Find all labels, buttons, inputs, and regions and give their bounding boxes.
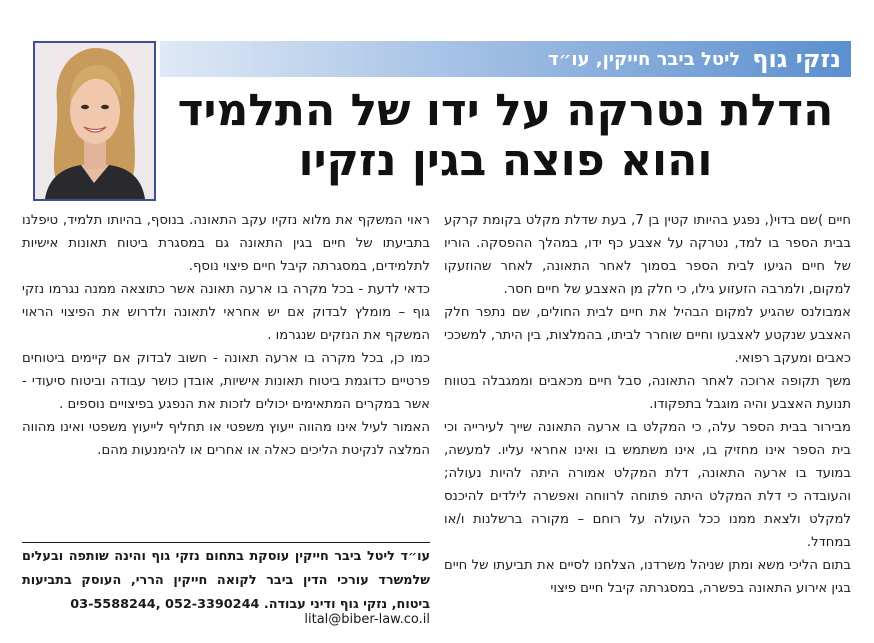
author-photo	[33, 41, 156, 201]
headline-line-2: והוא פוצה בגין נזקיו	[298, 135, 713, 186]
author-portrait-icon	[35, 43, 154, 199]
author-byline: ליטל ביבר חייקין, עו״ד	[548, 48, 741, 70]
article-headline	[160, 86, 851, 186]
paragraph: כמו כן, בכל מקרה בו ארעה תאונה - חשוב לבדוק אם קיימים ביטוחים פרטיים כדוגמת ביטוח תאונות אישיות, אובדן כושר עבודה וביטוח סיעודי - אשר במקרים המתאימים יכולים לזכות את הנפגע בפיצויים נוספים .	[22, 351, 430, 412]
paragraph: משך תקופה ארוכה לאחר התאונה, סבל חיים מכאבים וממגבלה בטווח תנועת האצבע והיה מוגבל בתפקודו.	[444, 374, 851, 412]
author-signoff: עו״ד ליטל ביבר חייקין עוסקת בתחום נזקי גוף והינה שותפה ובעלים שלמשרד עורכי הדין ביבר לקואה חייקין הררי, העוסק בתביעות ביטוח, נזקי גוף ודיני עבודה. 052-3390244 ,03-5588244	[22, 542, 430, 617]
article-column-right	[444, 209, 851, 600]
contact-email: lital@biber-law.co.il	[304, 612, 430, 627]
paragraph: אמבולנס שהגיע למקום הבהיל את חיים לבית החולים, שם נתפר חלק האצבע שנקטע לאצבעו וחיים שוחרר לביתו, בהמלצות, בין היתר, למשככי כאבים ומעקב רפואי.	[444, 305, 851, 366]
article-column-left	[22, 209, 430, 462]
headline-line-1: הדלת נטרקה על ידו של התלמיד	[177, 85, 834, 136]
category-label: נזקי גוף	[752, 45, 841, 73]
paragraph: בתום הליכי משא ומתן שניהל משרדנו, הצלחנו לסיים את תביעתו של חיים בגין אירוע התאונה בפשרה, במסגרתה קיבל חיים פיצוי	[444, 558, 851, 596]
paragraph: חיים )שם בדוי(, נפגע בהיותו קטין בן 7, בעת שדלת מקלט בקומת קרקע בבית הספר בו למד, נטרקה על אצבע כף ידו, במהלך ההפסקה. הוריו של חיים הגיעו לבית הספר בסמוך לאחר התאונה, לאחר שהוזעקו למקום, ולמרבה הזעזוע גילו, כי חלק מן האצבע של חיים חסר.	[444, 213, 851, 297]
paragraph: כדאי לדעת - בכל מקרה בו ארעה תאונה אשר כתוצאה ממנה נגרמו נזקי גוף – מומלץ לבדוק אם יש אחראי לתאונה ולדרוש את הפיצוי הראוי המשקף את הנזקים שנגרמו .	[22, 282, 430, 343]
paragraph: מבירור בבית הספר עלה, כי המקלט בו ארעה התאונה שייך לעירייה וכי בית הספר אינו מחזיק בו, אינו משתמש בו ואינו אחראי עליו. למעשה, במועד בו ארעה התאונה, דלת המקלט אמורה היתה להיות נעולה; והעובדה כי דלת המקלט היתה פתוחה לרווחה ואפשרה לילדים להיכנס למקלט ולצאת ממנו ככל העולה על רוחם – מקורה ברשלנות ו/או במחדל.	[444, 420, 851, 550]
paragraph: האמור לעיל אינו מהווה ייעוץ משפטי או תחליף לייעוץ משפטי ואינו מהווה המלצה לנקיטת הליכים כאלה או אחרים או להימנעות מהם.	[22, 420, 430, 458]
paragraph: ראוי המשקף את מלוא נזקיו עקב התאונה. בנוסף, בהיותו תלמיד, טיפלנו בתביעתו של חיים בגין התאונה גם במסגרת ביטוח תאונות אישיות לתלמידים, במסגרתה קיבל חיים פיצוי נוסף.	[22, 213, 430, 274]
category-banner	[160, 41, 851, 77]
